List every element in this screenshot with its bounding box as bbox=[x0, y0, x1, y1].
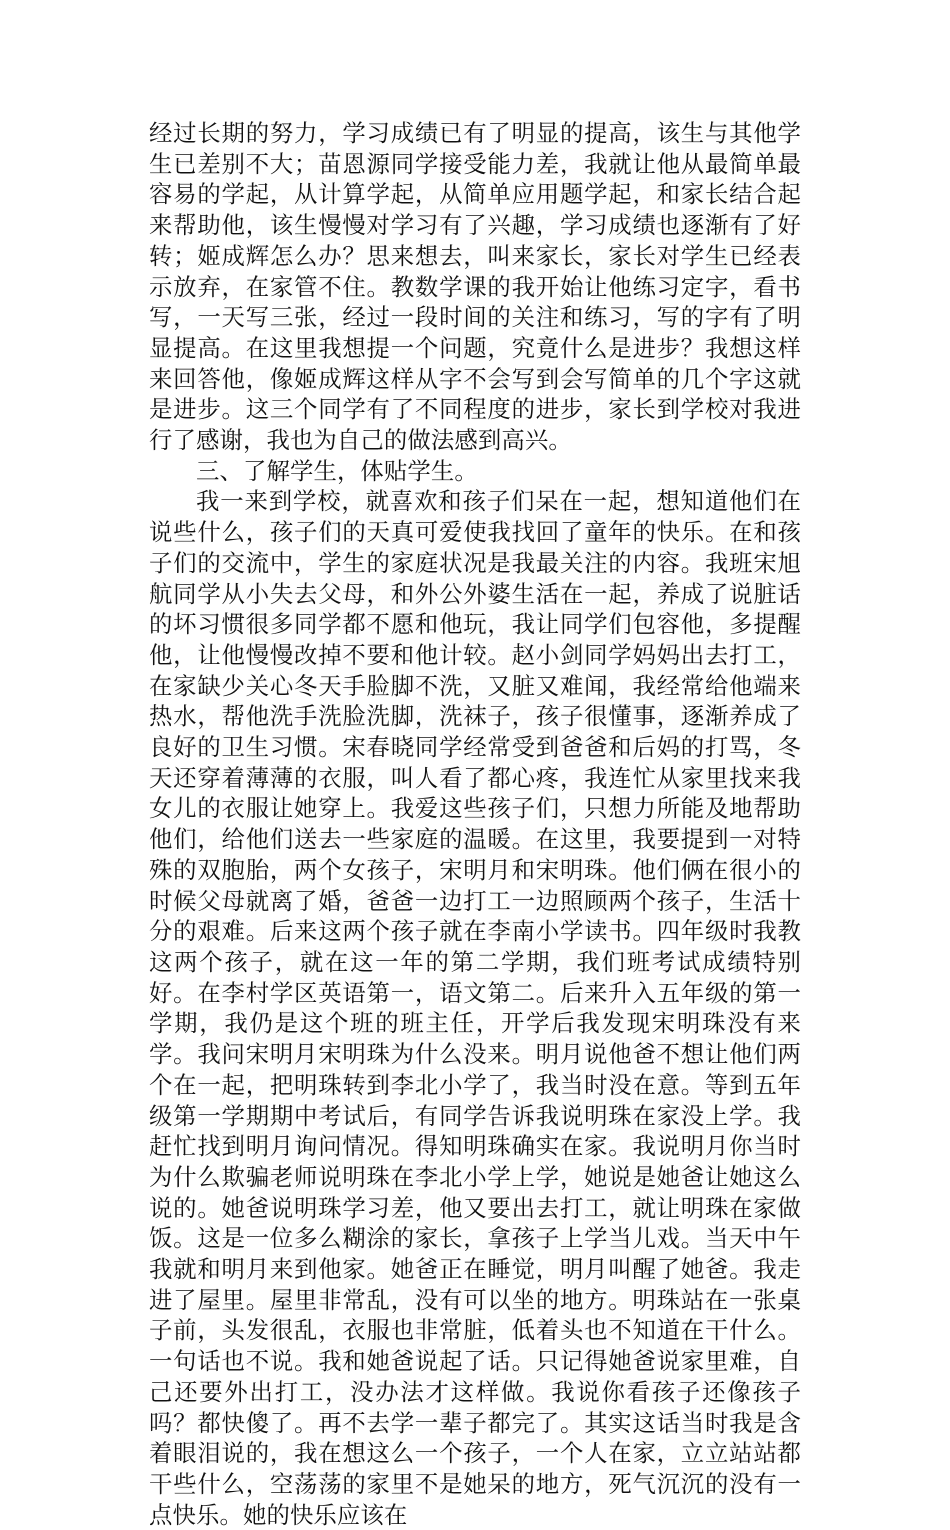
document-body bbox=[149, 118, 801, 1530]
section-heading: 三、了解学生，体贴学生。 bbox=[196, 456, 478, 485]
paragraph-students: 我一来到学校，就喜欢和孩子们呆在一起，想知道他们在说些什么，孩子们的天真可爱使我找回了童年的快乐。在和孩子们的交流中，学生的家庭状况是我最关注的内容。我班宋旭航同学从小失去父母，和外公外婆生活在一起，养成了说脏话的坏习惯很多同学都不愿和他玩，我让同学们包容他，多提醒他，让他慢慢改掉不要和他计较。赵小剑同学妈妈出去打工，在家缺少关心冬天手脸脚不洗，又脏又难闻，我经常给他端来热水，帮他洗手洗脸洗脚，洗袜子，孩子很懂事，逐渐养成了良好的卫生习惯。宋春晓同学经常受到爸爸和后妈的打骂，冬天还穿着薄薄的衣服，叫人看了都心疼，我连忙从家里找来我女儿的衣服让她穿上。我爱这些孩子们，只想力所能及地帮助他们，给他们送去一些家庭的温暖。在这里，我要提到一对特殊的双胞胎，两个女孩子，宋明月和宋明珠。他们俩在很小的时候父母就离了婚，爸爸一边打工一边照顾两个孩子，生活十分的艰难。后来这两个孩子就在李南小学读书。四年级时我教这两个孩子，就在这一年的第二学期，我们班考试成绩特别好。在李村学区英语第一，语文第二。后来升入五年级的第一学期，我仍是这个班的班主任，开学后我发现宋明珠没有来学。我问宋明月宋明珠为什么没来。明月说他爸不想让他们两个在一起，把明珠转到李北小学了，我当时没在意。等到五年级第一学期期中考试后，有同学告诉我说明珠在家没上学。我赶忙找到明月询问情况。得知明珠确实在家。我说明月你当时为什么欺骗老师说明珠在李北小学上学，她说是她爸让她这么说的。她爸说明珠学习差，他又要出去打工，就让明珠在家做饭。这是一位多么糊涂的家长，拿孩子上学当儿戏。当天中午我就和明月来到他家。她爸正在睡觉，明月叫醒了她爸。我走进了屋里。屋里非常乱，没有可以坐的地方。明珠站在一张桌子前，头发很乱，衣服也非常脏，低着头也不知道在干什么。一句话也不说。我和她爸说起了话。只记得她爸说家里难，自己还要外出打工，没办法才这样做。我说你看孩子还像孩子吗？都快傻了。再不去学一辈子都完了。其实这话当时我是含着眼泪说的，我在想这么一个孩子，一个人在家，立立站站都干些什么，空荡荡的家里不是她呆的地方，死气沉沉的没有一点快乐。她的快乐应该在 bbox=[149, 487, 801, 1529]
paragraph-continuation: 经过长期的努力，学习成绩已有了明显的提高，该生与其他学生已差别不大；苗恩源同学接受能力差，我就让他从最简单最容易的学起，从计算学起，从简单应用题学起，和家长结合起来帮助他，该生慢慢对学习有了兴趣，学习成绩也逐渐有了好转；姬成辉怎么办？思来想去，叫来家长，家长对学生已经表示放弃，在家管不住。教数学课的我开始让他练习定字，看书写，一天写三张，经过一段时间的关注和练习，写的字有了明显提高。在这里我想提一个问题，究竟什么是进步？我想这样来回答他，像姬成辉这样从字不会写到会写简单的几个字这就是进步。这三个同学有了不同程度的进步，家长到学校对我进行了感谢，我也为自己的做法感到高兴。 bbox=[149, 119, 801, 455]
